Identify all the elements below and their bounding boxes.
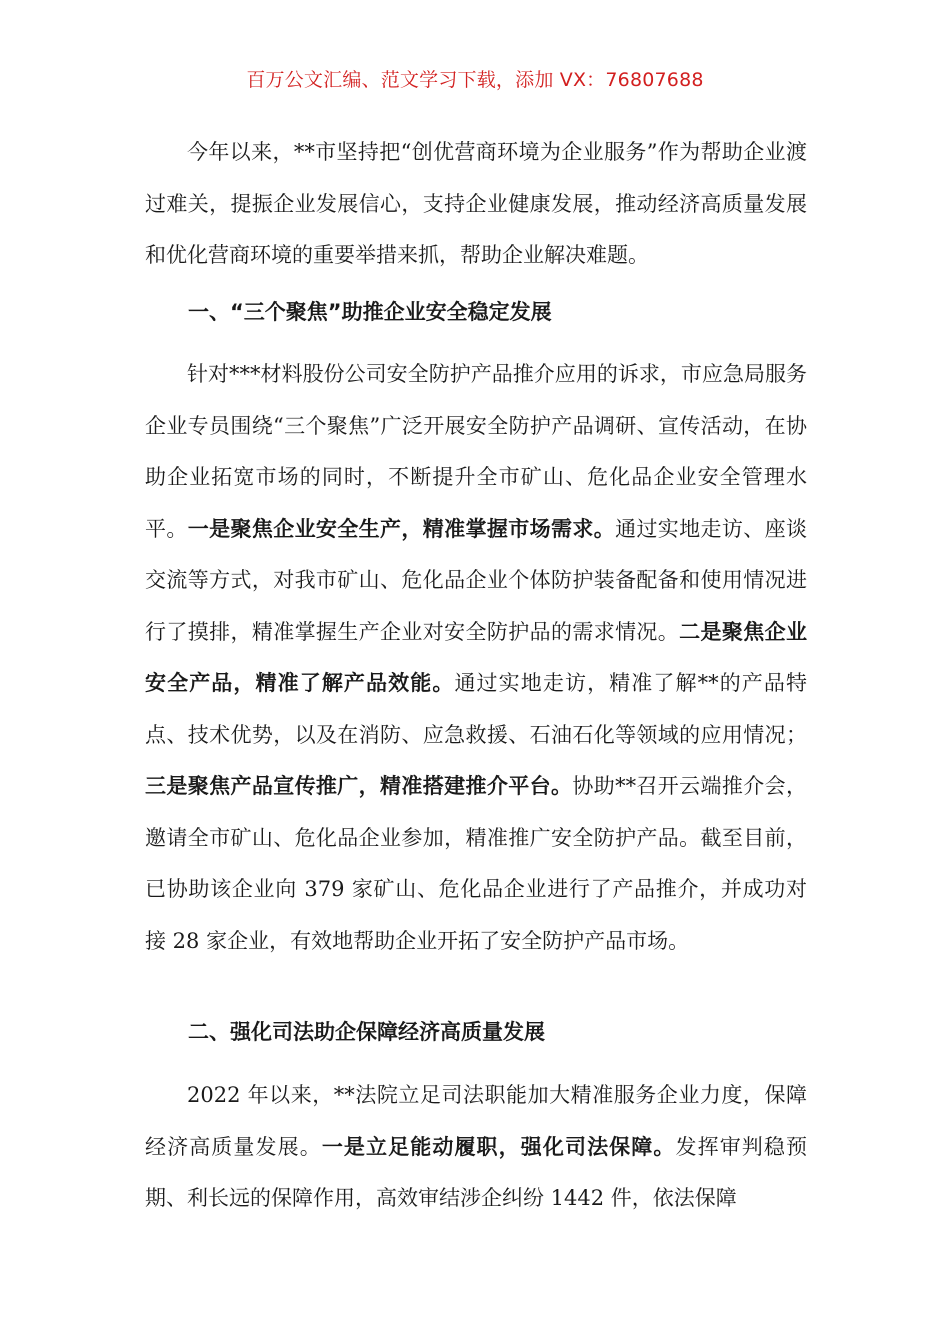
section1-bold-point-1: 一是聚焦企业安全生产，精准掌握市场需求。 <box>187 516 616 541</box>
section1-text-a: 针对***材料股份公司安全防护产品推介应用的诉求，市应急局服务企业专员围绕“三个聚焦”广泛开展安全防护产品调研、宣传活动，在协助企业拓宽市场的同时，不断提升全市矿山、危化品企业安全管理水平。 <box>145 362 807 541</box>
section-heading-2: 二、强化司法助企保障经济高质量发展 <box>188 1020 545 1044</box>
section-heading-1: 一、“三个聚焦”助推企业安全稳定发展 <box>188 300 552 324</box>
section1-bold-point-3: 三是聚焦产品宣传推广，精准搭建推介平台。 <box>145 774 573 798</box>
section2-paragraph <box>145 1070 807 1225</box>
section1-text-c: 通过实地走访、座谈交流等方式，对我市矿山、危化品企业个体防护装备配备和使用情况进行了摸排，精准掌握生产企业对安全防护品的需求情况。 <box>145 516 808 644</box>
section1-text-d: 通过实地走访，精准了解**的产品特点、技术优势，以及在消防、应急救援、石油石化等领域的应用情况； <box>145 671 808 747</box>
section1-bold-point-2: 二是聚焦企业安全产品，精准了解产品效能。 <box>145 619 808 695</box>
section2-text-a: 2022 年以来，**法院立足司法职能加大精准服务企业力度，保障经济高质量发展。 <box>145 1083 807 1159</box>
intro-paragraph: 今年以来，**市坚持把“创优营商环境为企业服务”作为帮助企业渡过难关，提振企业发展信心，支持企业健康发展，推动经济高质量发展和优化营商环境的重要举措来抓，帮助企业解决难题。 <box>145 140 807 267</box>
section1-paragraph <box>145 349 807 967</box>
header-watermark-text: 百万公文汇编、范文学习下载，添加 VX：76807688 <box>246 69 704 91</box>
section2-bold-point-1: 一是立足能动履职，强化司法保障。 <box>321 1134 676 1159</box>
section2-text-c: 发挥审判稳预期、利长远的保障作用，高效审结涉企纠纷 1442 件，依法保障 <box>145 1134 808 1210</box>
section1-text-e: 协助**召开云端推介会，邀请全市矿山、危化品企业参加，精准推广安全防护产品。截至目前，已协助该企业向 379 家矿山、危化品企业进行了产品推介，并成功对接 28 家企业，有效地帮助企业开拓了安全防护产品市场。 <box>145 774 808 953</box>
